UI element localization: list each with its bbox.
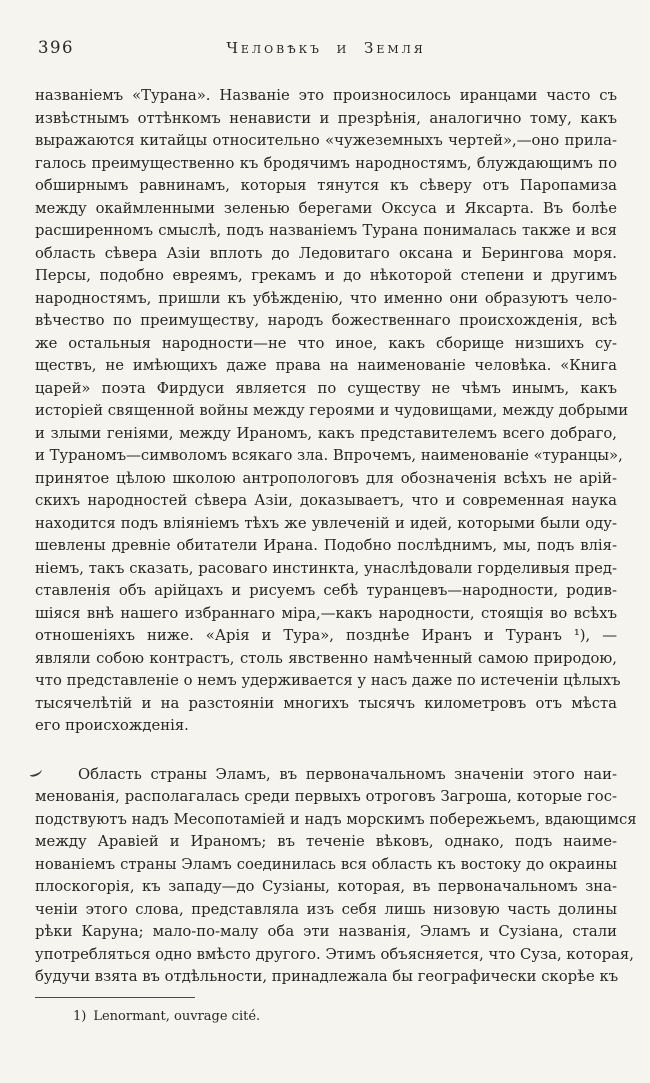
text-line: народностямъ, пришли къ убѣжденію, что именно они образуютъ чело- [35, 289, 617, 307]
text-line: царей» поэта Фирдуси является по существу не чѣмъ инымъ, какъ [35, 379, 617, 397]
footnote [35, 997, 617, 1026]
text-line: плоскогорія, къ западу—до Сузіаны, которая, въ первоначальномъ зна- [35, 878, 617, 895]
text-line: скихъ народностей сѣвера Азіи, доказываетъ, что и современная наука [35, 492, 617, 509]
text-line: принятое цѣлою школою антропологовъ для обозначенія всѣхъ не арій- [35, 469, 617, 487]
text-line: ніемъ, такъ сказать, расоваго инстинкта, унаслѣдовали горделивыя пред- [35, 559, 617, 577]
text-line: его происхожденія. [35, 717, 189, 734]
paragraph [35, 764, 637, 989]
paragraph [35, 85, 629, 738]
text-line: галось преимущественно къ бродячимъ народностямъ, блуждающимъ по [35, 154, 617, 172]
text-line: шіяся внѣ нашего избраннаго міра,—какъ народности, стоящія во всѣхъ [35, 604, 617, 622]
text-line: ществъ, не имѣющихъ даже права на наименованіе человѣка. «Книга [35, 357, 617, 374]
text-line: подствуютъ надъ Месопотаміей и надъ морскимъ побережьемъ, вдающимся [35, 810, 637, 828]
text-line: ставленія объ арійцахъ и рисуемъ себѣ туранцевъ—народности, родив- [35, 582, 617, 599]
text-line: ченіи этого слова, представляла изъ себя лишь низовую часть долины [35, 900, 617, 918]
page-number: 396 [38, 38, 74, 57]
text-line: обширнымъ равнинамъ, которыя тянутся къ сѣверу отъ Паропамиза [35, 177, 617, 194]
text-line: и злыми геніями, между Ираномъ, какъ представителемъ всего добраго, [35, 424, 617, 442]
text-block [35, 85, 637, 989]
footnote-rule [35, 997, 195, 998]
text-line: что представленіе о немъ удерживается у насъ даже по истеченіи цѣлыхъ [35, 672, 621, 689]
text-line: названіемъ «Турана». Названіе это произносилось иранцами часто съ [35, 87, 617, 104]
footnote-citation: Lenormant, ouvrage cité. [93, 1009, 261, 1024]
text-line: вѣчество по преимуществу, народъ божественнаго происхожденія, всѣ [35, 312, 617, 329]
text-line: и Тураномъ—символомъ всякаго зла. Впрочемъ, наименованіе «туранцы», [35, 447, 623, 464]
text-line: область сѣвера Азіи вплоть до Ледовитаго оксана и Берингова моря. [35, 244, 617, 262]
text-line: извѣстнымъ оттѣнкомъ ненависти и презрѣнія, аналогично тому, какъ [35, 109, 617, 127]
text-line: употребляться одно вмѣсто другого. Этимъ объясняется, что Суза, которая, [35, 945, 634, 963]
text-line: шевлены древніе обитатели Ирана. Подобно послѣднимъ, мы, подъ влія- [35, 537, 617, 554]
footnote-text [35, 1008, 617, 1026]
text-line: являли собою контрастъ, столь явственно намѣченный самою природою, [35, 649, 617, 667]
text-line: между окаймленными зеленью берегами Оксуса и Яксарта. Въ болѣе [35, 199, 617, 217]
text-line: отношеніяхъ ниже. «Арія и Тура», позднѣе Иранъ и Туранъ ¹), — [35, 627, 617, 644]
text-line: расширенномъ смыслѣ, подъ названіемъ Турана понималась также и вся [35, 222, 617, 239]
text-line: нованіемъ страны Эламъ соединилась вся область къ востоку до окраины [35, 855, 617, 873]
text-line: выражаются китайцы относительно «чужеземныхъ чертей»,—оно прила- [35, 132, 617, 149]
text-line: исторіей священной войны между героями и чудовищами, между добрыми [35, 402, 629, 419]
text-line: менованія, располагалась среди первыхъ отроговъ Загроша, которые гос- [35, 788, 617, 805]
text-line: же остальныя народности—не что иное, какъ сборище низшихъ су- [35, 334, 617, 352]
text-line: между Аравіей и Ираномъ; въ теченіе вѣковъ, однако, подъ наиме- [35, 833, 617, 850]
text-line: находится подъ вліяніемъ тѣхъ же увлеченій и идей, которыми были оду- [35, 514, 617, 532]
page-header [35, 38, 617, 60]
running-title: Человѣкъ и Земля [226, 39, 426, 57]
text-line: будучи взята въ отдѣльности, принадлежала бы географически скорѣе къ [35, 968, 619, 985]
text-line: Персы, подобно евреямъ, грекамъ и до нѣкоторой степени и другимъ [35, 267, 617, 284]
text-line: Область страны Эламъ, въ первоначальномъ значеніи этого наи- [78, 765, 617, 783]
footnote-marker: 1) [73, 1009, 87, 1024]
text-line: рѣки Каруна; мало-по-малу оба эти названія, Эламъ и Сузіана, стали [35, 923, 617, 940]
text-line: тысячелѣтій и на разстояніи многихъ тысячъ километровъ отъ мѣста [35, 694, 617, 712]
